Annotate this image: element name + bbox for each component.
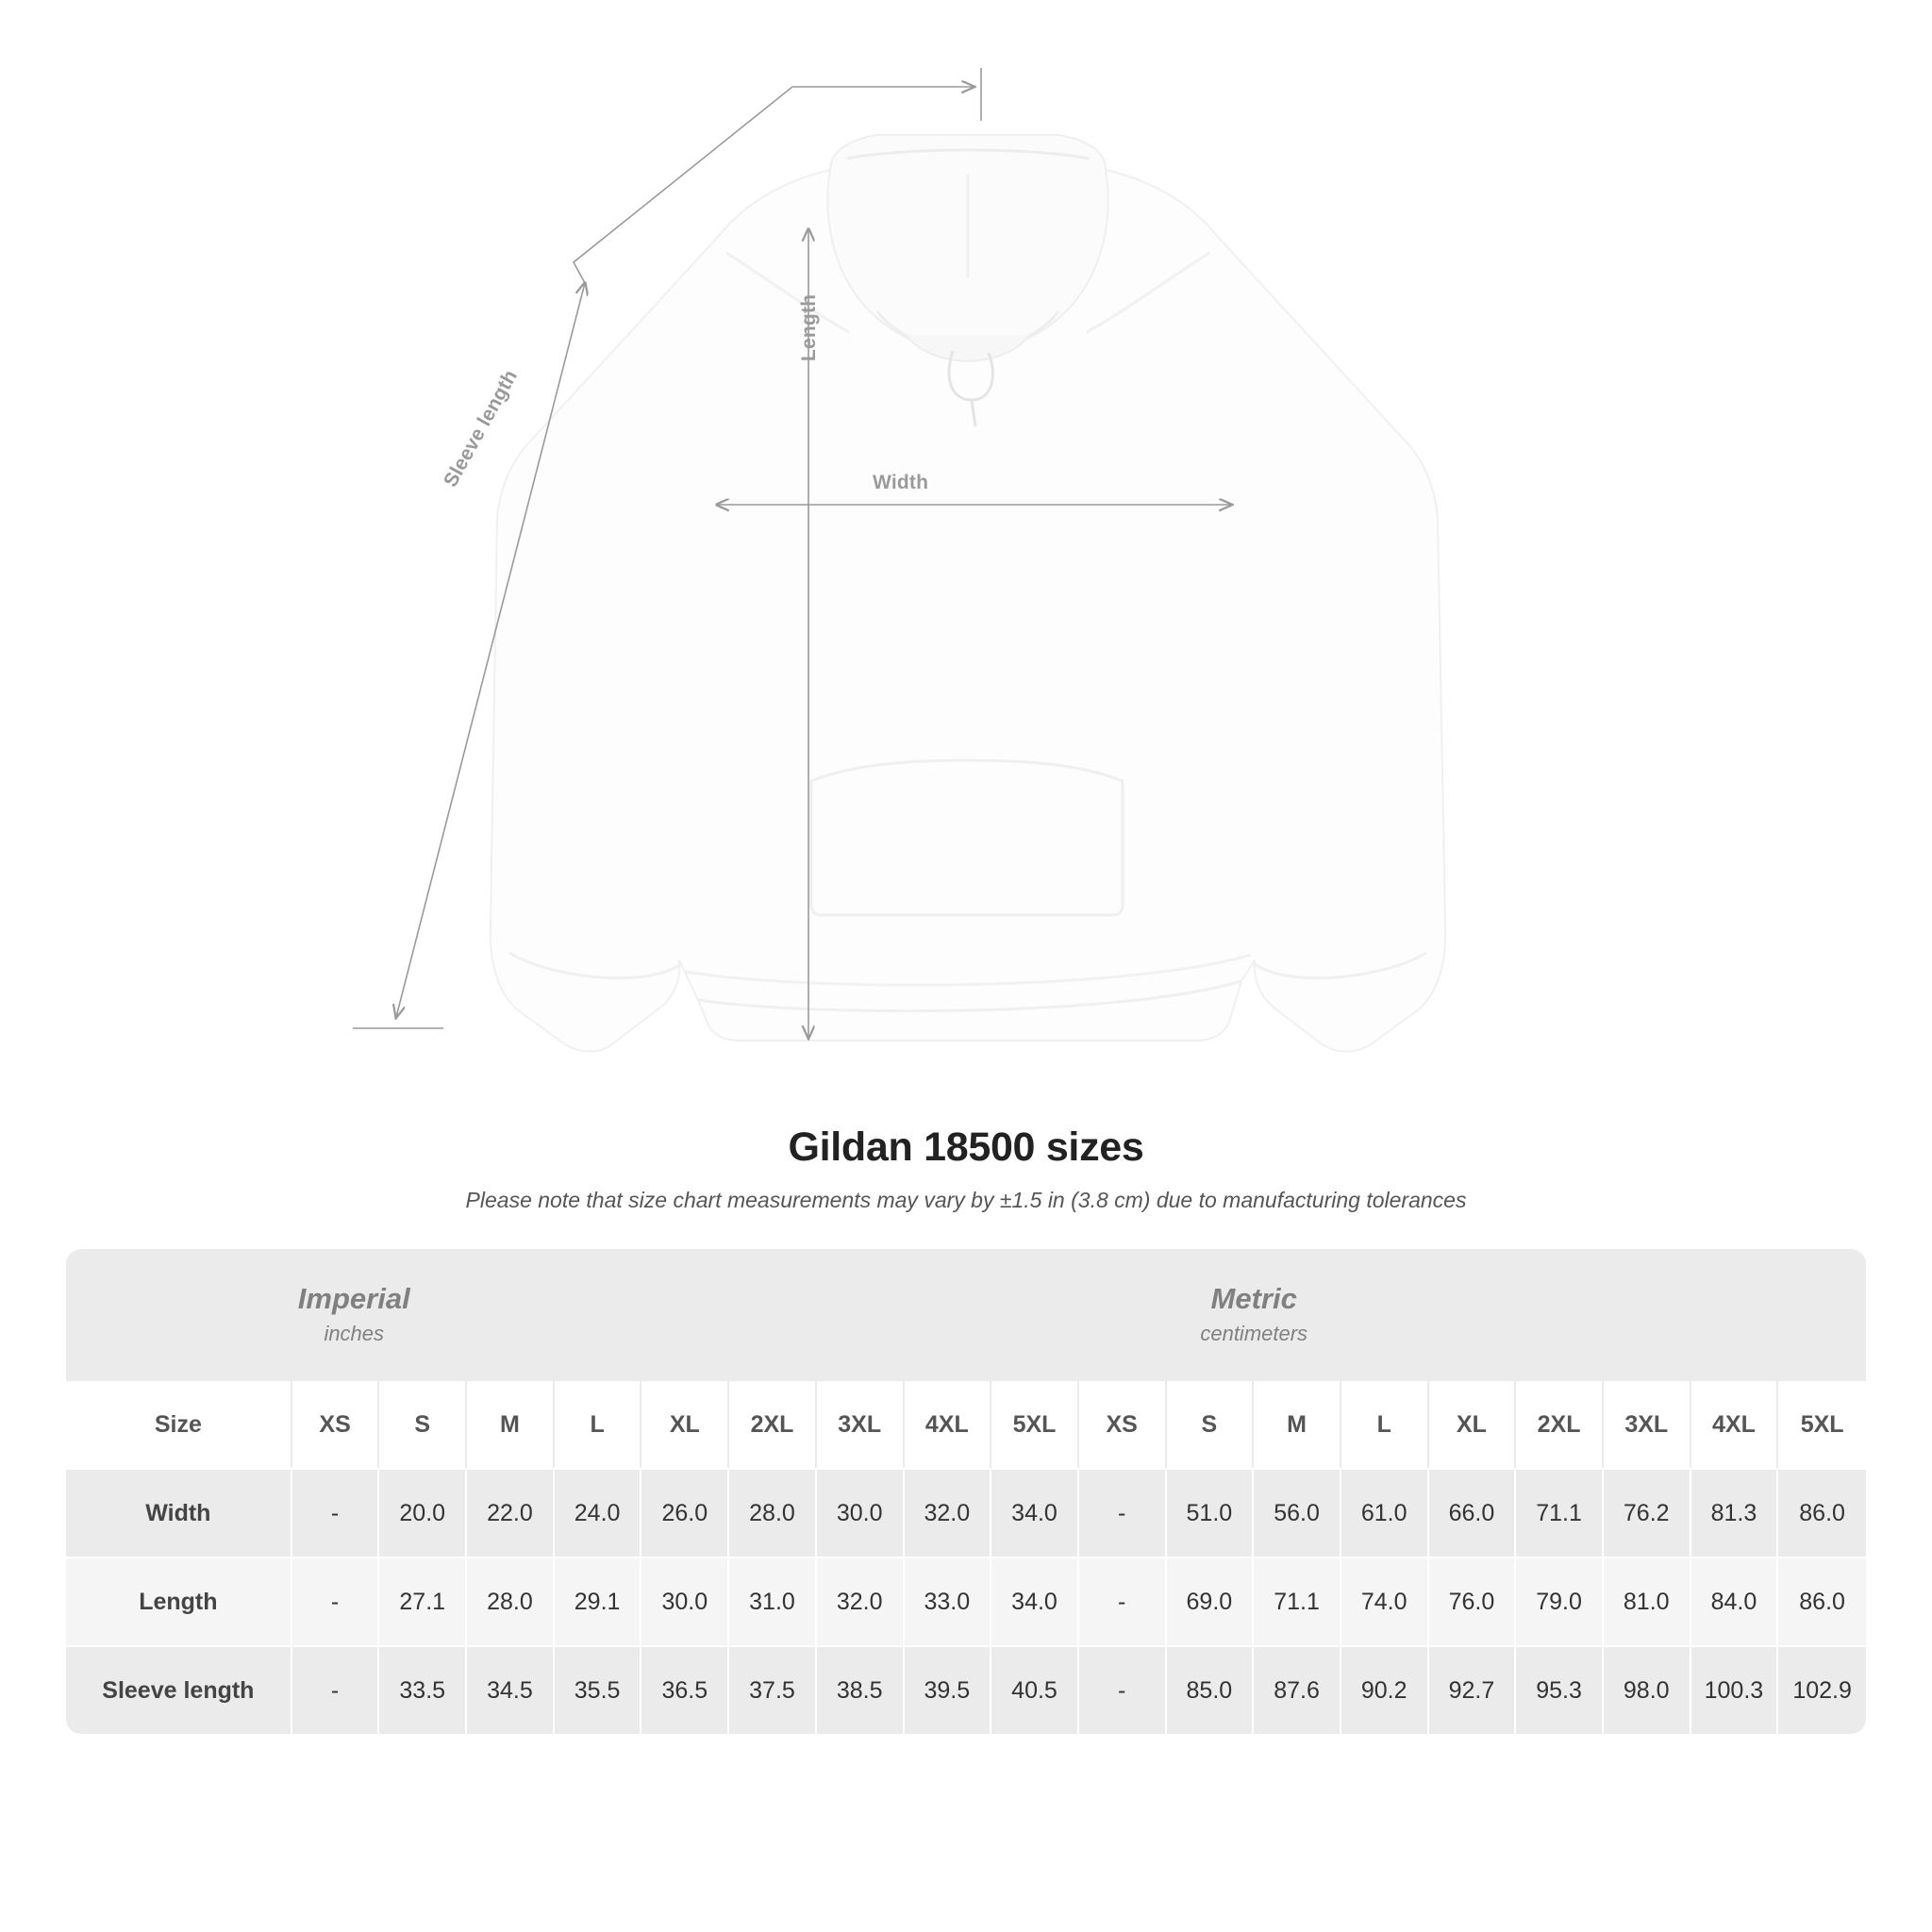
col-header-imperial-4xl: 4XL bbox=[905, 1381, 992, 1468]
imperial-unit-header bbox=[66, 1249, 641, 1381]
cell-sleeve-imperial-m: 34.5 bbox=[467, 1645, 555, 1734]
cell-length-metric-5xl: 86.0 bbox=[1778, 1557, 1866, 1645]
cell-width-metric-4xl: 81.3 bbox=[1691, 1468, 1779, 1557]
cell-length-imperial-3xl: 32.0 bbox=[817, 1557, 905, 1645]
cell-sleeve-imperial-s: 33.5 bbox=[379, 1645, 467, 1734]
imperial-unit-header-filler bbox=[641, 1249, 1078, 1381]
cell-sleeve-imperial-3xl: 38.5 bbox=[817, 1645, 905, 1734]
row-label-length: Length bbox=[66, 1557, 292, 1645]
cell-length-metric-l: 74.0 bbox=[1341, 1557, 1429, 1645]
sleeve-length-dimension-label: Sleeve length bbox=[440, 366, 523, 491]
metric-unit-name: Metric bbox=[1210, 1282, 1297, 1316]
col-header-metric-5xl: 5XL bbox=[1778, 1381, 1866, 1468]
cell-sleeve-metric-xl: 92.7 bbox=[1429, 1645, 1517, 1734]
cell-sleeve-imperial-4xl: 39.5 bbox=[905, 1645, 992, 1734]
col-header-metric-xl: XL bbox=[1429, 1381, 1517, 1468]
col-header-imperial-l: L bbox=[555, 1381, 642, 1468]
size-header-cell: Size bbox=[66, 1381, 292, 1468]
row-label-sleeve-length: Sleeve length bbox=[66, 1645, 292, 1734]
unit-header-row bbox=[66, 1249, 1866, 1381]
page-title: Gildan 18500 sizes bbox=[788, 1124, 1144, 1170]
cell-length-metric-2xl: 79.0 bbox=[1516, 1557, 1604, 1645]
cell-length-imperial-xs: - bbox=[292, 1557, 380, 1645]
col-header-metric-4xl: 4XL bbox=[1691, 1381, 1779, 1468]
cell-width-imperial-xl: 26.0 bbox=[641, 1468, 729, 1557]
cell-sleeve-metric-l: 90.2 bbox=[1341, 1645, 1429, 1734]
col-header-metric-l: L bbox=[1341, 1381, 1429, 1468]
table-row-sleeve-length bbox=[66, 1645, 1866, 1734]
cell-width-imperial-xs: - bbox=[292, 1468, 380, 1557]
tolerance-note: Please note that size chart measurements may vary by ±1.5 in (3.8 cm) due to manufacturing tolerances bbox=[465, 1188, 1467, 1212]
cell-width-metric-2xl: 71.1 bbox=[1516, 1468, 1604, 1557]
cell-length-metric-s: 69.0 bbox=[1167, 1557, 1255, 1645]
cell-length-imperial-4xl: 33.0 bbox=[905, 1557, 992, 1645]
col-header-metric-m: M bbox=[1254, 1381, 1341, 1468]
col-header-imperial-xs: XS bbox=[292, 1381, 380, 1468]
cell-length-imperial-5xl: 34.0 bbox=[991, 1557, 1079, 1645]
col-header-imperial-m: M bbox=[467, 1381, 555, 1468]
col-header-imperial-5xl: 5XL bbox=[991, 1381, 1079, 1468]
title-block bbox=[0, 1124, 1932, 1213]
row-label-width: Width bbox=[66, 1468, 292, 1557]
cell-width-metric-s: 51.0 bbox=[1167, 1468, 1255, 1557]
col-header-metric-3xl: 3XL bbox=[1604, 1381, 1691, 1468]
cell-width-metric-xs: - bbox=[1079, 1468, 1167, 1557]
size-table bbox=[66, 1249, 1866, 1734]
cell-sleeve-imperial-5xl: 40.5 bbox=[991, 1645, 1079, 1734]
cell-length-metric-4xl: 84.0 bbox=[1691, 1557, 1779, 1645]
table-row-length bbox=[66, 1557, 1866, 1645]
cell-length-metric-xl: 76.0 bbox=[1429, 1557, 1517, 1645]
cell-width-imperial-l: 24.0 bbox=[555, 1468, 642, 1557]
cell-length-imperial-m: 28.0 bbox=[467, 1557, 555, 1645]
cell-length-metric-3xl: 81.0 bbox=[1604, 1557, 1691, 1645]
cell-width-metric-l: 61.0 bbox=[1341, 1468, 1429, 1557]
cell-width-imperial-2xl: 28.0 bbox=[729, 1468, 817, 1557]
cell-sleeve-imperial-l: 35.5 bbox=[555, 1645, 642, 1734]
cell-sleeve-metric-s: 85.0 bbox=[1167, 1645, 1255, 1734]
hoodie-shape bbox=[491, 135, 1446, 1052]
col-header-imperial-xl: XL bbox=[641, 1381, 729, 1468]
cell-length-metric-m: 71.1 bbox=[1254, 1557, 1341, 1645]
cell-width-imperial-m: 22.0 bbox=[467, 1468, 555, 1557]
metric-unit-sub: centimeters bbox=[1200, 1321, 1308, 1345]
cell-sleeve-metric-xs: - bbox=[1079, 1645, 1167, 1734]
cell-length-imperial-xl: 30.0 bbox=[641, 1557, 729, 1645]
cell-length-imperial-l: 29.1 bbox=[555, 1557, 642, 1645]
cell-sleeve-metric-2xl: 95.3 bbox=[1516, 1645, 1604, 1734]
imperial-unit-name: Imperial bbox=[297, 1282, 410, 1316]
metric-unit-header-filler bbox=[1429, 1249, 1866, 1381]
imperial-unit-sub: inches bbox=[324, 1321, 385, 1345]
col-header-imperial-3xl: 3XL bbox=[817, 1381, 905, 1468]
col-header-metric-2xl: 2XL bbox=[1516, 1381, 1604, 1468]
cell-sleeve-metric-4xl: 100.3 bbox=[1691, 1645, 1779, 1734]
size-table-wrapper bbox=[66, 1249, 1866, 1734]
cell-length-metric-xs: - bbox=[1079, 1557, 1167, 1645]
cell-width-imperial-5xl: 34.0 bbox=[991, 1468, 1079, 1557]
cell-width-imperial-4xl: 32.0 bbox=[905, 1468, 992, 1557]
cell-width-metric-xl: 66.0 bbox=[1429, 1468, 1517, 1557]
cell-width-metric-3xl: 76.2 bbox=[1604, 1468, 1691, 1557]
col-header-metric-xs: XS bbox=[1079, 1381, 1167, 1468]
col-header-imperial-s: S bbox=[379, 1381, 467, 1468]
cell-sleeve-metric-m: 87.6 bbox=[1254, 1645, 1341, 1734]
cell-width-metric-5xl: 86.0 bbox=[1778, 1468, 1866, 1557]
cell-length-imperial-2xl: 31.0 bbox=[729, 1557, 817, 1645]
metric-unit-header bbox=[1079, 1249, 1429, 1381]
length-dimension-label: Length bbox=[798, 293, 820, 361]
cell-sleeve-imperial-2xl: 37.5 bbox=[729, 1645, 817, 1734]
cell-sleeve-imperial-xs: - bbox=[292, 1645, 380, 1734]
cell-width-metric-m: 56.0 bbox=[1254, 1468, 1341, 1557]
table-row-width bbox=[66, 1468, 1866, 1557]
cell-width-imperial-s: 20.0 bbox=[379, 1468, 467, 1557]
col-header-metric-s: S bbox=[1167, 1381, 1255, 1468]
cell-width-imperial-3xl: 30.0 bbox=[817, 1468, 905, 1557]
cell-sleeve-imperial-xl: 36.5 bbox=[641, 1645, 729, 1734]
cell-sleeve-metric-3xl: 98.0 bbox=[1604, 1645, 1691, 1734]
width-dimension-label: Width bbox=[873, 472, 929, 493]
size-header-row bbox=[66, 1381, 1866, 1468]
cell-length-imperial-s: 27.1 bbox=[379, 1557, 467, 1645]
cell-sleeve-metric-5xl: 102.9 bbox=[1778, 1645, 1866, 1734]
col-header-imperial-2xl: 2XL bbox=[729, 1381, 817, 1468]
